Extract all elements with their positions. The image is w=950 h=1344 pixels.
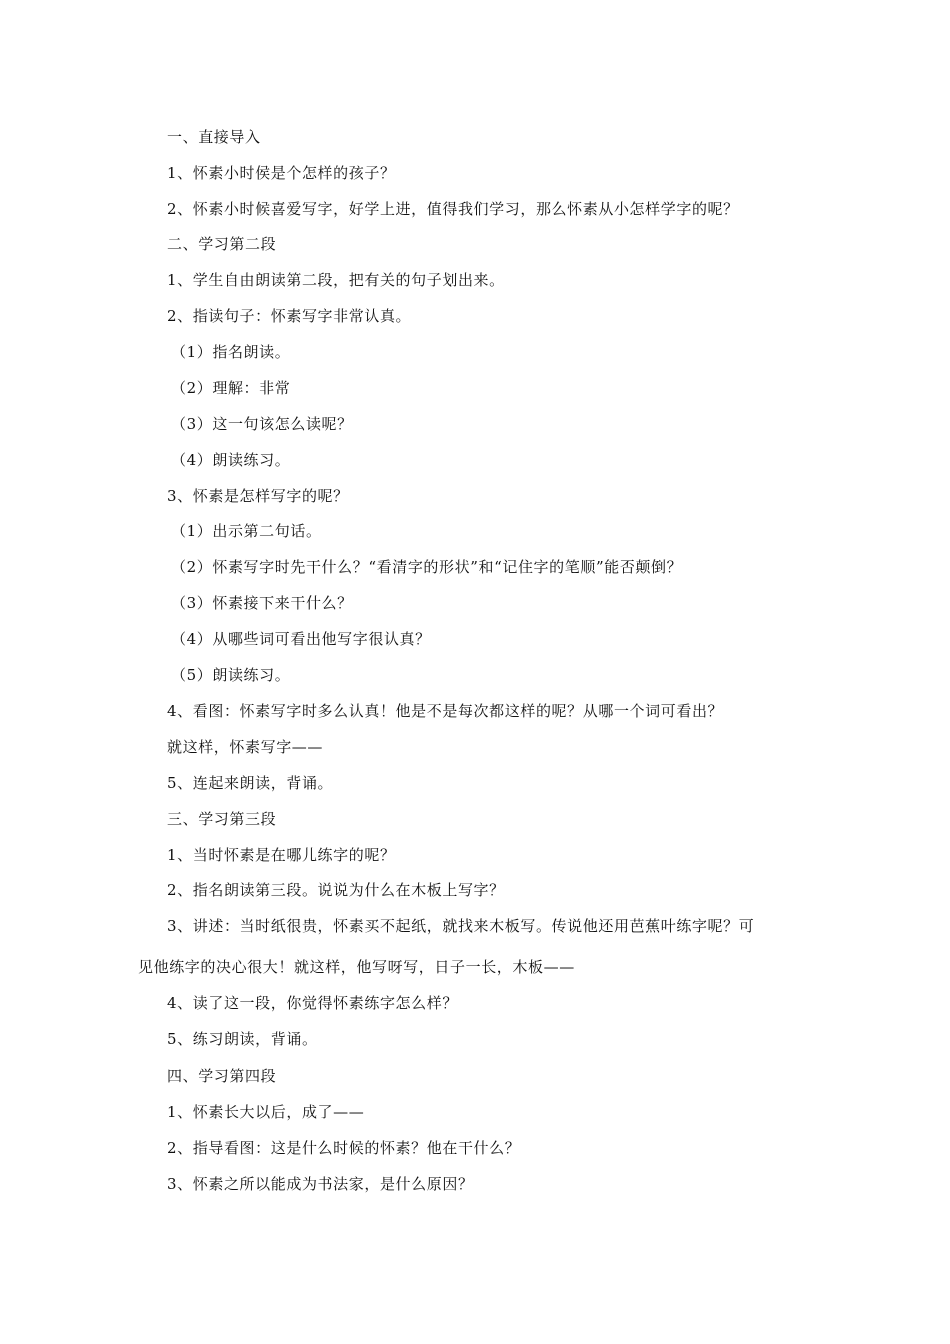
paragraph-line: 2、指读句子：怀素写字非常认真。 (167, 307, 412, 325)
paragraph-line: 5、连起来朗读，背诵。 (167, 774, 334, 792)
list-item: （3）这一句该怎么读呢？ (171, 415, 353, 433)
paragraph-line: 1、学生自由朗读第二段，把有关的句子划出来。 (167, 271, 505, 289)
list-item: （2）怀素写字时先干什么？“看清字的形状”和“记住字的笔顺”能否颠倒？ (171, 558, 683, 576)
list-item: （4）从哪些词可看出他写字很认真？ (171, 630, 431, 648)
paragraph-line: 4、看图：怀素写字时多么认真！他是不是每次都这样的呢？从哪一个词可看出？ (167, 702, 724, 720)
list-item: （1）指名朗读。 (171, 343, 291, 361)
section-heading-4: 四、学习第四段 (167, 1067, 277, 1085)
paragraph-line: 3、怀素是怎样写字的呢？ (167, 487, 349, 505)
paragraph-line: 就这样，怀素写字—— (167, 738, 324, 756)
section-heading-2: 二、学习第二段 (167, 235, 277, 253)
list-item: （4）朗读练习。 (171, 451, 291, 469)
paragraph-line: 2、怀素小时候喜爱写字，好学上进，值得我们学习，那么怀素从小怎样学字的呢？ (167, 200, 739, 218)
paragraph-line: 1、怀素长大以后，成了—— (167, 1103, 365, 1121)
paragraph-line: 3、讲述：当时纸很贵，怀素买不起纸，就找来木板写。传说他还用芭蕉叶练字呢？可 (167, 917, 755, 935)
list-item: （3）怀素接下来干什么？ (171, 594, 353, 612)
paragraph-line: 4、读了这一段，你觉得怀素练字怎么样？ (167, 994, 458, 1012)
paragraph-line-continuation: 见他练字的决心很大！就这样，他写呀写，日子一长，木板—— (138, 958, 575, 976)
list-item: （5）朗读练习。 (171, 666, 291, 684)
list-item: （2）理解：非常 (171, 379, 291, 397)
paragraph-line: 1、当时怀素是在哪儿练字的呢？ (167, 846, 396, 864)
list-item: （1）出示第二句话。 (171, 522, 322, 540)
paragraph-line: 5、练习朗读，背诵。 (167, 1030, 318, 1048)
section-heading-3: 三、学习第三段 (167, 810, 277, 828)
paragraph-line: 1、怀素小时侯是个怎样的孩子？ (167, 164, 396, 182)
paragraph-line: 2、指导看图：这是什么时候的怀素？他在干什么？ (167, 1139, 521, 1157)
section-heading-1: 一、直接导入 (167, 128, 261, 146)
paragraph-line: 3、怀素之所以能成为书法家，是什么原因？ (167, 1175, 474, 1193)
paragraph-line: 2、指名朗读第三段。说说为什么在木板上写字？ (167, 881, 505, 899)
